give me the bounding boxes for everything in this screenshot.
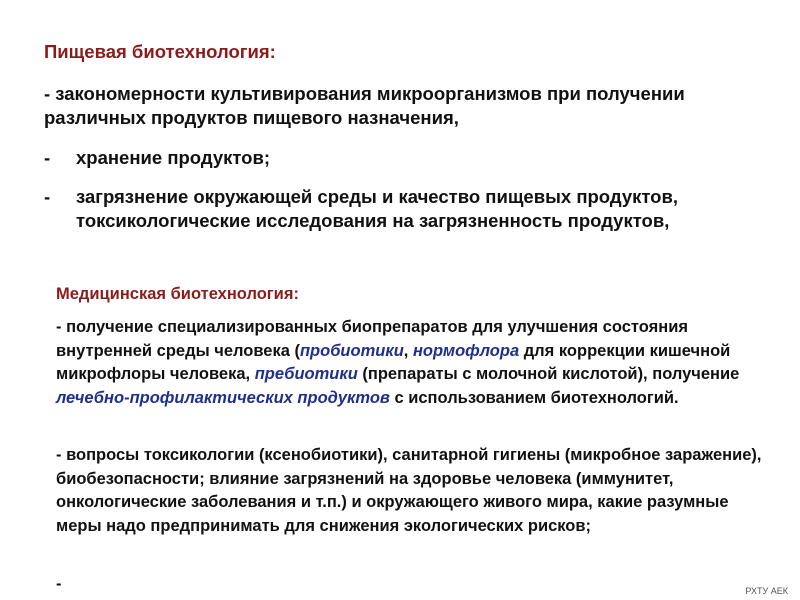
term-prebiotics: пребиотики bbox=[254, 365, 358, 383]
food-bullet-pollution bbox=[44, 185, 744, 233]
term-probiotics: пробиотики bbox=[299, 341, 404, 360]
medical-biotech-title: Медицинская биотехнология: bbox=[56, 285, 299, 303]
food-biotech-intro: - закономерности культивирования микроорганизмов при получении различных продуктов пищевого назначения, bbox=[44, 83, 685, 128]
footer-label: РХТУ АЕК bbox=[745, 586, 788, 596]
bullet-dash: - bbox=[44, 147, 51, 168]
paragraph-text: , bbox=[403, 341, 413, 360]
paragraph-text: (препараты с молочной кислотой), получение bbox=[357, 365, 740, 383]
paragraph-text: - получение специализированных биопрепаратов для улучшения состояния внутренней среды человека ( bbox=[56, 318, 688, 360]
medical-paragraph-toxicology: - вопросы токсикологии (ксенобиотики), санитарной гигиены (микробное заражение), биобезопасности; влияние загрязнений на здоровье человека (иммунитет, онкологические заболевания и т.п.) и окружающего живого мира, какие разумные меры надо предпринимать для снижения экологических рисков; bbox=[56, 446, 762, 535]
term-normoflora: нормофлора bbox=[412, 341, 520, 360]
medical-paragraph-biopreparations bbox=[56, 316, 768, 410]
medical-paragraph-empty: - bbox=[56, 575, 62, 593]
paragraph-text: для коррекции кишечной микрофлоры человека, bbox=[56, 341, 731, 383]
paragraph-text: с использованием биотехнологий. bbox=[389, 388, 679, 407]
bullet-dash: - bbox=[44, 186, 51, 207]
bullet-text: загрязнение окружающей среды и качество пищевых продуктов, токсикологические исследования на загрязненность продуктов, bbox=[76, 186, 678, 231]
term-functional-foods: лечебно-профилактических продуктов bbox=[56, 388, 390, 407]
food-bullet-storage bbox=[44, 146, 744, 170]
food-biotech-title: Пищевая биотехнология: bbox=[44, 41, 276, 62]
bullet-text: хранение продуктов; bbox=[76, 147, 271, 168]
